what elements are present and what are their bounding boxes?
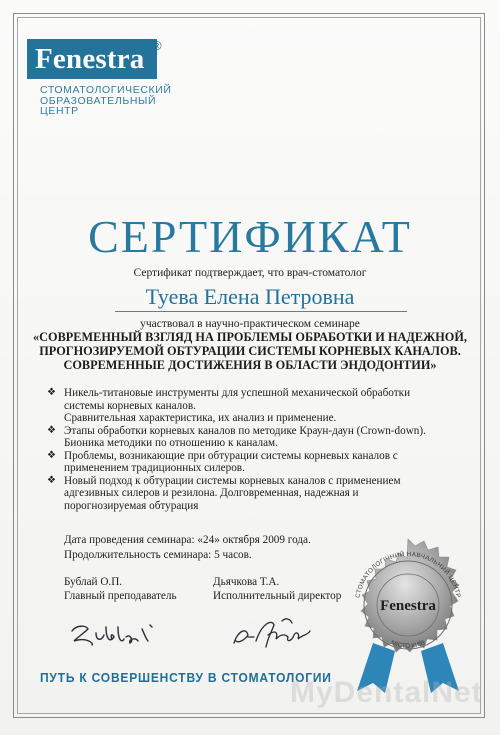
bullet-line: применением традиционных силеров. [64, 462, 245, 474]
watermark: MyDentalNet [290, 676, 483, 709]
bullet-line: Новый подход к обтурации системы корневых каналов с применением [64, 474, 401, 487]
bullet-diamond-icon: ❖ [47, 474, 56, 486]
bullet-item [44, 387, 464, 425]
topic-line: ПРОГНОЗИРУЕМОЙ ОБТУРАЦИИ СИСТЕМЫ КОРНЕВЫХ КАНАЛОВ. [39, 344, 461, 358]
bullet-item [44, 425, 464, 450]
bullet-item [44, 450, 464, 475]
seminar-date: Дата проведения семинара: «24» октября 2009 года. [64, 534, 311, 546]
signatory-left [64, 575, 177, 603]
signatory-role: Исполнительный директор [213, 590, 342, 602]
seminar-bullets [44, 387, 464, 512]
bullet-line: Бионика методики по отношению к каналам. [64, 437, 278, 449]
bullet-diamond-icon: ❖ [47, 449, 56, 461]
signature-right [228, 613, 323, 653]
slogan: ПУТЬ К СОВЕРШЕНСТВУ В СТОМАТОЛОГИИ [40, 670, 332, 686]
bullet-line: Этапы обработки корневых каналов по методике Краун-даун (Crown-down). [64, 424, 426, 437]
bullet-line: Проблемы, возникающие при обтурации системы корневых каналов с [64, 449, 398, 462]
bullet-line: системы корневых каналов. [64, 399, 196, 412]
logo-subtitle-line: СТОМАТОЛОГИЧЕСКИЙ [40, 84, 172, 96]
seminar-dates [64, 533, 311, 563]
seminar-topic [30, 330, 470, 372]
fenestra-seal [333, 533, 483, 698]
topic-line: СОВРЕМЕННЫЕ ДОСТИЖЕНИЯ В ОБЛАСТИ ЭНДОДОНТИИ» [63, 358, 437, 372]
logo-subtitle-line: ОБРАЗОВАТЕЛЬНЫЙ [40, 94, 157, 107]
seal-bottom-text: МІСТО КИЇВ [389, 639, 427, 650]
fenestra-logo: Fenestra [27, 39, 157, 79]
signatory-role: Главный преподаватель [64, 590, 177, 602]
logo-subtitle-line: ЦЕНТР [40, 105, 79, 117]
confirm-text: Сертификат подтверждает, что врач-стоматолог [133, 267, 367, 279]
seal-center-text: Fenestra [380, 598, 436, 614]
seal-ring-text: СТОМАТОЛОГІЧНИЙ НАВЧАЛЬНИЙ ЦЕНТР [354, 550, 462, 599]
registered-mark: ® [152, 38, 162, 53]
bullet-line: Никель-титановые инструменты для успешной механической обработки [64, 387, 411, 399]
bullet-line: порогнозируемая обтурация [64, 499, 199, 512]
signature-left [66, 617, 166, 649]
signatory-name: Дьячкова Т.А. [213, 576, 280, 588]
bullet-line: адгезивных силеров и резилона. Долговременная, надежная и [64, 487, 359, 499]
name-underline [115, 311, 407, 312]
signatory-right [213, 575, 341, 603]
certificate-title: СЕРТИФИКАТ [88, 211, 412, 262]
bullet-line: Сравнительная характеристика, их анализ и применение. [64, 412, 337, 424]
logo-subtitle [40, 85, 200, 117]
signatory-name: Бублай О.П. [64, 576, 123, 588]
bullet-diamond-icon: ❖ [47, 424, 56, 436]
recipient-name: Туева Елена Петровна [145, 284, 355, 309]
bullet-item [44, 475, 464, 513]
participated-text: участвовал в научно-практическом семинаре [140, 318, 360, 330]
seminar-duration: Продолжительность семинара: 5 часов. [64, 549, 252, 561]
topic-line: «СОВРЕМЕННЫЙ ВЗГЛЯД НА ПРОБЛЕМЫ ОБРАБОТКИ И НАДЕЖНОЙ, [33, 330, 467, 344]
bullet-diamond-icon: ❖ [47, 387, 56, 398]
